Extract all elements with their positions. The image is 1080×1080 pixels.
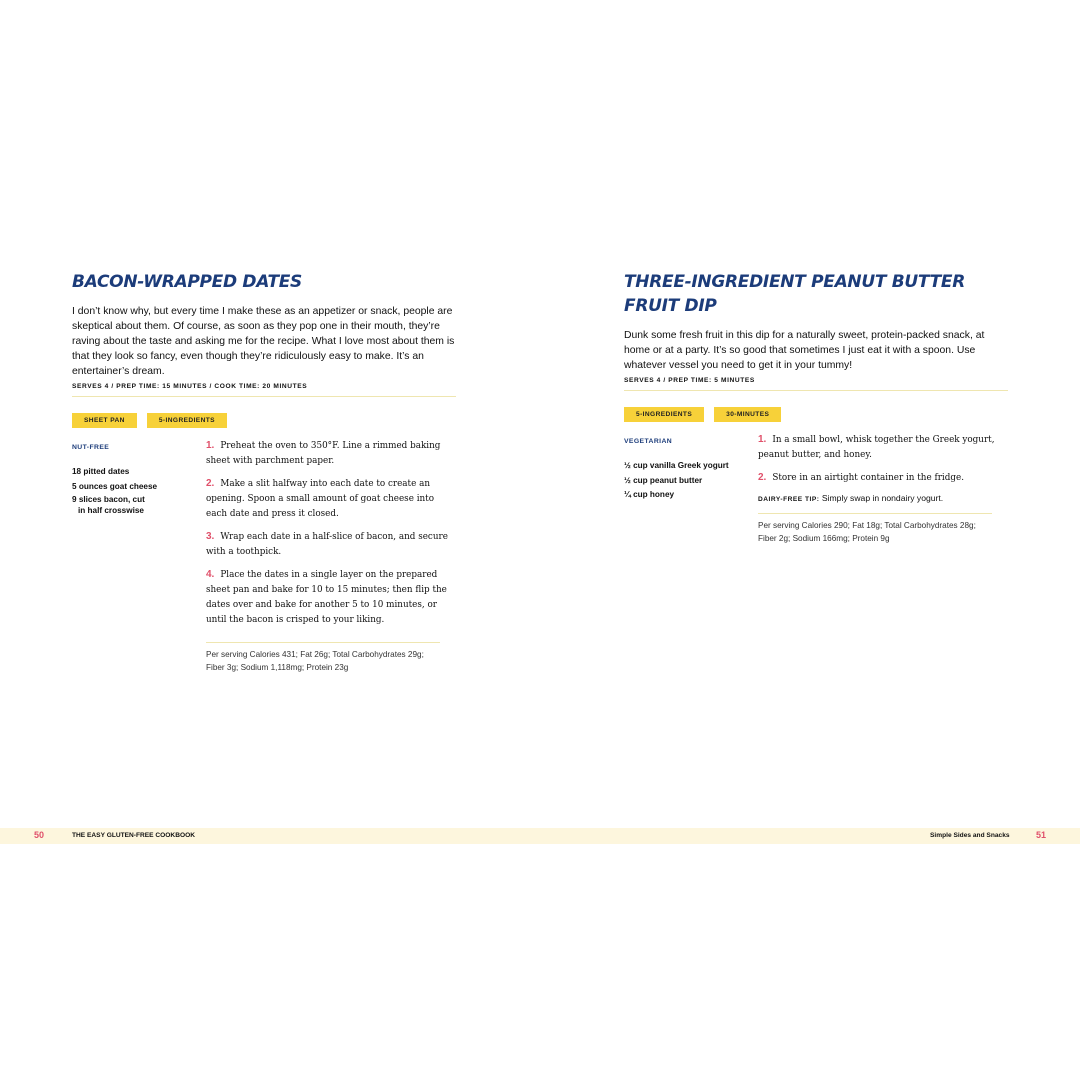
page-footer (0, 828, 1080, 844)
step-number: 1. (206, 440, 215, 451)
step-number: 3. (206, 531, 215, 542)
left-recipe (72, 270, 456, 674)
recipe-body (624, 434, 1008, 545)
recipe-title: BACON-WRAPPED DATES (72, 272, 302, 292)
recipe-body (72, 440, 456, 674)
right-running-head: Simple Sides and Snacks (930, 832, 1010, 839)
ingredient-item: 18 pitted dates (72, 467, 130, 476)
step-item (206, 529, 456, 560)
left-page-number: 50 (34, 830, 45, 840)
step-number: 4. (206, 569, 215, 580)
ingredient-list (624, 459, 758, 503)
step-number: 2. (206, 478, 215, 489)
tag-row (72, 413, 456, 428)
steps-column (758, 434, 1008, 545)
ingredient-item: 5 ounces goat cheese (72, 481, 158, 491)
step-text: Make a slit halfway into each date to create an opening. Spoon a small amount of goat cheese into each date and press it closed. (206, 479, 435, 519)
step-number: 2. (758, 472, 767, 483)
recipe-intro: I don’t know why, but every time I make these as an appetizer or snack, people are skeptical about them. Of course, as soon as they pop one in their mouth, they’re raving about the taste and asking me for the recipe. What I love most about them is that they look so fancy, even though they’re ridiculously easy to make. It’s an entertainer’s dream. (72, 306, 455, 377)
nutrition-info: Per serving Calories 431; Fat 26g; Total Carbohydrates 29g; Fiber 3g; Sodium 1,118mg; Protein 23g (206, 642, 440, 674)
ingredients-column (72, 444, 206, 674)
tip-label: DAIRY-FREE TIP: (758, 496, 820, 503)
serves-prep: SERVES 4 / PREP TIME: 5 MINUTES (624, 377, 755, 384)
ingredient-item: ¼ cup honey (624, 490, 675, 499)
tag-row (624, 407, 1008, 422)
nutrition-info: Per serving Calories 290; Fat 18g; Total Carbohydrates 28g; Fiber 2g; Sodium 166mg; Protein 9g (758, 513, 992, 545)
step-text: Preheat the oven to 350°F. Line a rimmed baking sheet with parchment paper. (206, 441, 441, 466)
step-item (206, 438, 456, 469)
right-recipe (624, 270, 1008, 545)
step-list (758, 432, 1008, 486)
tag-sheet-pan: SHEET PAN (72, 413, 137, 428)
recipe-intro: Dunk some fresh fruit in this dip for a naturally sweet, protein-packed snack, at home or at a party. It’s so good that sometimes I just eat it with a spoon. Use whatever vessel you need to get it in your tummy! (624, 330, 985, 371)
step-text: In a small bowl, whisk together the Greek yogurt, peanut butter, and honey. (758, 435, 995, 460)
divider (72, 396, 456, 397)
step-item (206, 567, 456, 628)
recipe-title: THREE-INGREDIENT PEANUT BUTTER FRUIT DIP (624, 272, 966, 316)
ingredient-item: 9 slices bacon, cut (72, 495, 145, 504)
tip-text: Simply swap in nondairy yogurt. (821, 493, 944, 503)
step-item (758, 432, 1008, 463)
step-item (758, 470, 1008, 486)
ingredient-item-continued: in half crosswise (78, 506, 144, 515)
dairy-free-tip (758, 493, 1008, 503)
divider (624, 390, 1008, 391)
left-running-head: THE EASY GLUTEN-FREE COOKBOOK (72, 832, 195, 839)
serves-prep-cook: SERVES 4 / PREP TIME: 15 MINUTES / COOK TIME: 20 MINUTES (72, 383, 308, 390)
ingredients-column (624, 438, 758, 545)
tag-5-ingredients: 5-INGREDIENTS (624, 407, 704, 422)
step-number: 1. (758, 434, 767, 445)
step-text: Place the dates in a single layer on the prepared sheet pan and bake for 10 to 15 minutes; then flip the dates over and bake for another 5 to 10 minutes, or until the bacon is crisped to your liking. (206, 570, 447, 625)
step-text: Store in an airtight container in the fridge. (772, 473, 965, 483)
step-text: Wrap each date in a half-slice of bacon, and secure with a toothpick. (206, 532, 448, 557)
step-item (206, 476, 456, 522)
right-page-number: 51 (1036, 830, 1047, 840)
diet-label: VEGETARIAN (624, 438, 673, 445)
steps-column (206, 440, 456, 674)
tag-5-ingredients: 5-INGREDIENTS (147, 413, 227, 428)
ingredient-list (72, 465, 206, 516)
tag-30-minutes: 30-MINUTES (714, 407, 781, 422)
ingredient-item: ½ cup vanilla Greek yogurt (624, 461, 729, 470)
step-list (206, 438, 456, 628)
diet-label: NUT-FREE (72, 444, 110, 451)
ingredient-item: ½ cup peanut butter (624, 475, 703, 485)
